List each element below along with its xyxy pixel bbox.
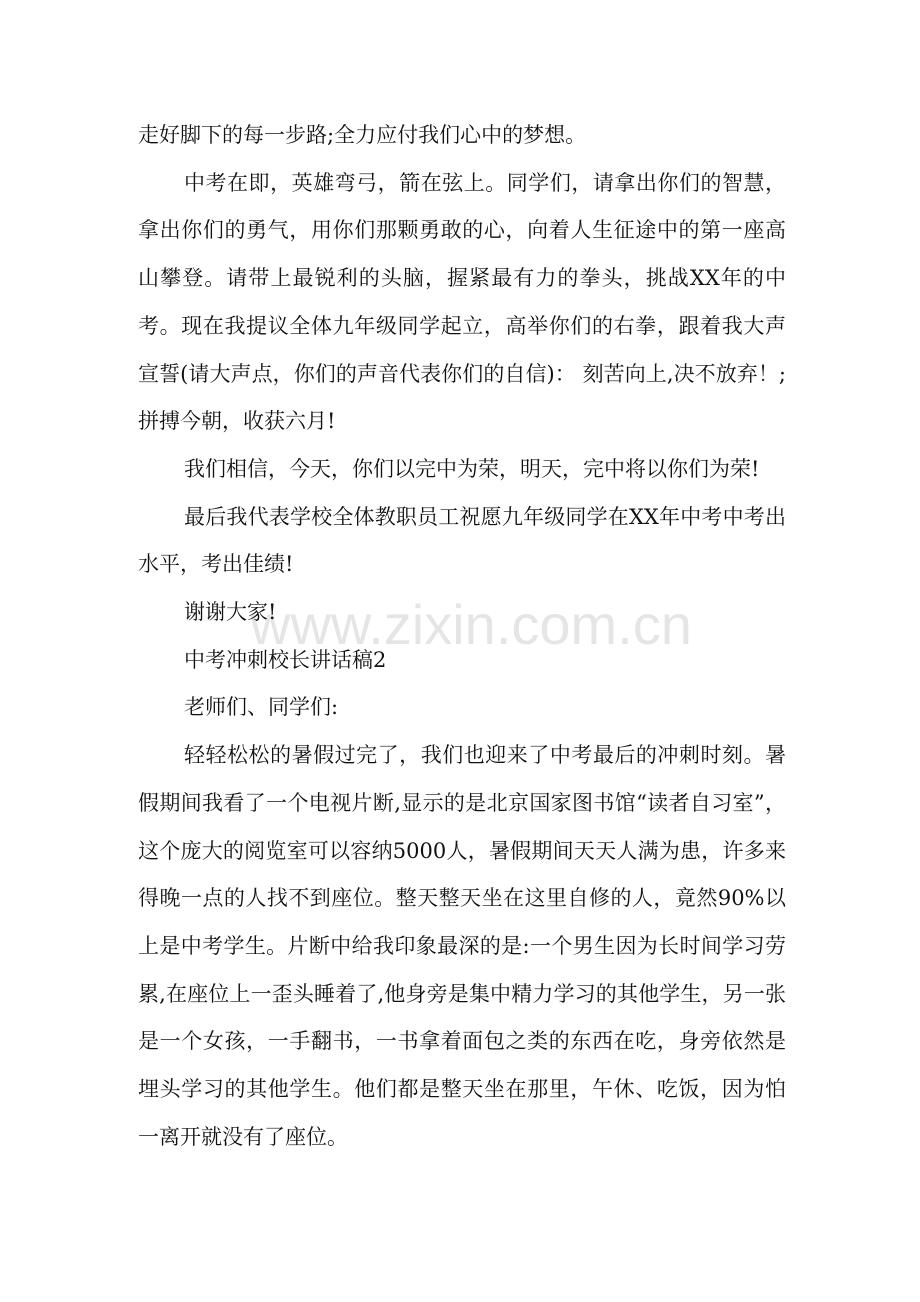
paragraph-continuation: 走好脚下的每一步路;全力应付我们心中的梦想。 bbox=[138, 123, 587, 147]
document-body bbox=[138, 112, 786, 1161]
paragraph-exam-call: 中考在即，英雄弯弓，箭在弦上。同学们，请拿出你们的智慧，拿出你们的勇气，用你们那颗勇敢的心，向着人生征途中的第一座高山攀登。请带上最锐利的头脑，握紧最有力的拳头，挑战XX年的中考。现在我提议全体九年级同学起立，高举你们的右拳，跟着我大声宣誓(请大声点，你们的声音代表你们的自信)： 刻苦向上,决不放弃！; 拼搏今朝，收获六月! bbox=[138, 170, 786, 434]
salutation: 老师们、同学们: bbox=[184, 695, 339, 720]
section-title: 中考冲刺校长讲话稿2 bbox=[184, 647, 387, 672]
paragraph-wishes: 最后我代表学校全体教职员工祝愿九年级同学在XX年中考中考出水平，考出佳绩! bbox=[138, 504, 786, 577]
watermark-text: www.zixin.com.cn bbox=[250, 593, 692, 656]
paragraph-thanks: 谢谢大家! bbox=[184, 600, 277, 625]
paragraph-summer-story: 轻轻松松的暑假过完了，我们也迎来了中考最后的冲刺时刻。暑假期间我看了一个电视片断,显示的是北京国家图书馆“读者自习室”，这个庞大的阅览室可以容纳5000人，暑假期间天天人满为患，许多来得晚一点的人找不到座位。整天整天坐在这里自修的人，竟然90%以上是中考学生。片断中给我印象最深的是:一个男生因为长时间学习劳累,在座位上一歪头睡着了,他身旁是集中精力学习的其他学生，另一张是一个女孩，一手翻书，一书拿着面包之类的东西在吃，身旁依然是埋头学习的其他学生。他们都是整天坐在那里，午休、吃饭，因为怕一离开就没有了座位。 bbox=[138, 743, 786, 1149]
paragraph-belief: 我们相信，今天，你们以完中为荣，明天，完中将以你们为荣! bbox=[184, 456, 760, 481]
